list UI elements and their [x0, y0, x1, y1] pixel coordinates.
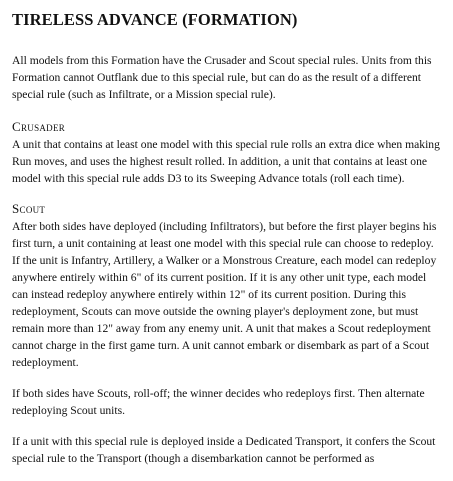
scout-paragraph-1: After both sides have deployed (including Infiltrators), but before the first player begins his first turn, a unit containing at least one model with this special rule can choose to redeploy. If the unit is Infantry, Artillery, a Walker or a Monstrous Creature, each model can redeploy anywhere entirely within 6" of its current position. If it is any other unit type, each model can instead redeploy anywhere entirely within 12" of its current position. During this redeployment, Scouts can move outside the owning player's deployment zone, but must remain more than 12" away from any enemy unit. A unit that makes a Scout redeployment cannot charge in the first game turn. A unit cannot embark or disembark as part of a Scout redeployment.	[12, 220, 437, 369]
scout-paragraph-3: If a unit with this special rule is deployed inside a Dedicated Transport, it confers the Scout special rule to the Transport (though a disembarkation cannot be performed as	[12, 435, 436, 465]
section-heading-scout: Scout	[12, 201, 46, 216]
page-title: TIRELESS ADVANCE (FORMATION)	[12, 10, 298, 29]
rules-page	[12, 10, 444, 481]
section-heading-crusader: Crusader	[12, 119, 66, 134]
section-crusader	[12, 119, 444, 187]
intro-paragraph: All models from this Formation have the Crusader and Scout special rules. Units from this Formation cannot Outflank due to this special rule, but can do as the result of a different special rule (such as Infiltrate, or a Mission special rule).	[12, 54, 432, 101]
crusader-paragraph: A unit that contains at least one model with this special rule rolls an extra dice when making Run moves, and uses the highest result rolled. In addition, a unit that contains at least one model with this special rule adds D3 to its Sweeping Advance totals (roll each time).	[12, 138, 440, 185]
section-scout	[12, 201, 444, 467]
scout-paragraph-2: If both sides have Scouts, roll-off; the winner decides who redeploys first. Then alternate redeploying Scout units.	[12, 387, 425, 417]
